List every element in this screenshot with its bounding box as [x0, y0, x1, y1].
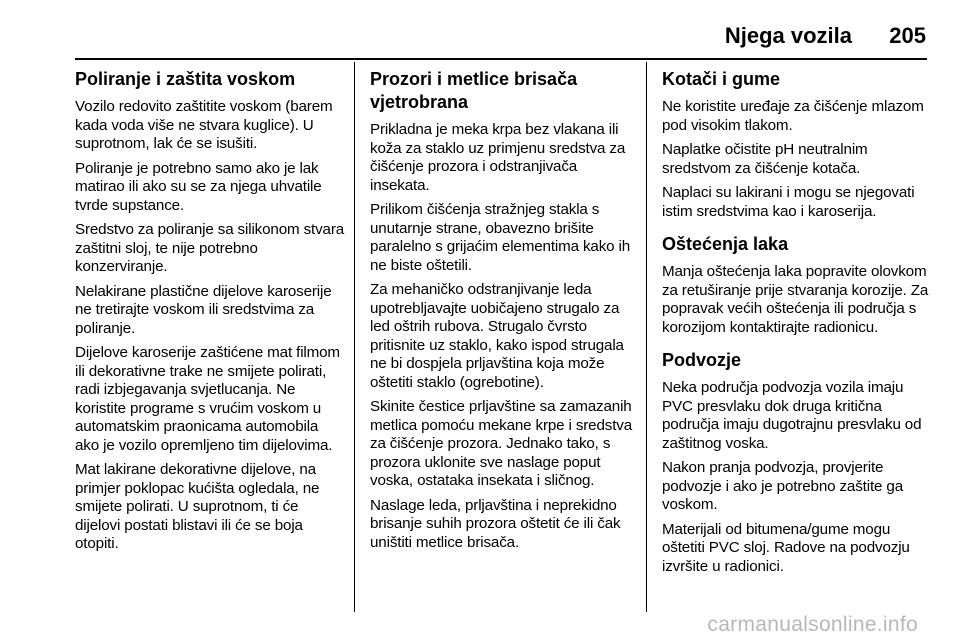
heading-windows-wipers: Prozori i metlice brisača vjetrobrana — [370, 69, 578, 112]
page-number: 205 — [889, 23, 926, 48]
heading-underbody: Podvozje — [662, 350, 742, 370]
paragraph: Naplaci su lakirani i mogu se njegovati istim sredstvima kao i karoserija. — [662, 184, 915, 220]
paragraph: Mat lakirane dekorativne dijelove, na primjer poklopac kućišta ogledala, ne smijete polirati. U suprotnom, ti će dijelovi postati blistavi ili će se boja otopiti. — [75, 461, 320, 552]
paragraph: Skinite čestice prljavštine sa zamazanih metlica pomoću mekane krpe i sredstva za čišćenje prozora. Jednako tako, s prozora uklonite sve naslage poput voska, ostataka insekata i sličnog. — [370, 398, 633, 489]
paragraph: Dijelove karoserije zaštićene mat filmom ili dekorativne trake ne smijete polirati, radi izbjegavanja svjetlucanja. Ne koristite programe s vrućim voskom u automatskim praonicama automobila ako je vozilo opremljeno tim dijelovima. — [75, 344, 340, 454]
watermark: carmanualsonline.info — [707, 613, 918, 636]
paragraph: Nakon pranja podvozja, provjerite podvozje i ako je potrebno zaštite ga voskom. — [662, 459, 903, 513]
paragraph: Za mehaničko odstranjivanje leda upotrebljavajte uobičajeno strugalo za led oštrih rubova. Strugalo čvrsto pritisnite uz staklo, kako ispod strugala ne bi dospjela prljavština koja može oštetiti staklo (ogrebotine). — [370, 281, 624, 391]
paragraph: Vozilo redovito zaštitite voskom (barem kada voda više ne stvara kuglice). U suprotnom, lak će se isušiti. — [75, 98, 333, 152]
heading-polishing: Poliranje i zaštita voskom — [75, 69, 296, 89]
paragraph: Neka područja podvozja vozila imaju PVC presvlaku dok druga kritična područja imaju dugotrajnu presvlaku od zaštitnog voska. — [662, 379, 922, 452]
paragraph: Naplatke očistite pH neutralnim sredstvom za čišćenje kotača. — [662, 141, 868, 177]
heading-wheels-tyres: Kotači i gume — [662, 69, 781, 89]
paragraph: Manja oštećenja laka popravite olovkom za retuširanje prije stvaranja korozije. Za popravak većih oštećenja ili područja s korozijom kontaktirajte radionicu. — [662, 263, 929, 336]
column-divider-1 — [354, 62, 355, 612]
column-1 — [75, 62, 345, 612]
page-header — [0, 0, 960, 62]
column-divider-2 — [646, 62, 647, 612]
paragraph: Naslage leda, prljavština i neprekidno brisanje suhih prozora oštetit će ili čak uništiti metlice brisača. — [370, 496, 621, 551]
paragraph: Poliranje je potrebno samo ako je lak matirao ili ako su se za njega uhvatile tvrde supstance. — [75, 159, 322, 214]
header-rule — [75, 58, 927, 60]
column-3 — [662, 62, 930, 612]
heading-paint-damage: Oštećenja laka — [662, 234, 789, 254]
paragraph: Ne koristite uređaje za čišćenje mlazom pod visokim tlakom. — [662, 98, 924, 134]
column-2 — [370, 62, 633, 612]
paragraph: Materijali od bitumena/gume mogu oštetiti PVC sloj. Radove na podvozju izvršite u radionici. — [662, 520, 910, 575]
paragraph: Prikladna je meka krpa bez vlakana ili koža za staklo uz primjenu sredstva za čišćenje prozora i odstranjivača insekata. — [370, 121, 626, 194]
section-title: Njega vozila — [724, 23, 852, 48]
paragraph: Prilikom čišćenja stražnjeg stakla s unutarnje strane, obavezno brišite paralelno s grijaćim elementima kako ih ne biste oštetili. — [370, 201, 631, 274]
paragraph: Sredstvo za poliranje sa silikonom stvara zaštitni sloj, te nije potrebno konzerviranje. — [75, 221, 345, 275]
paragraph: Nelakirane plastične dijelove karoserije ne tretirajte voskom ili sredstvima za poliranje. — [75, 282, 332, 337]
